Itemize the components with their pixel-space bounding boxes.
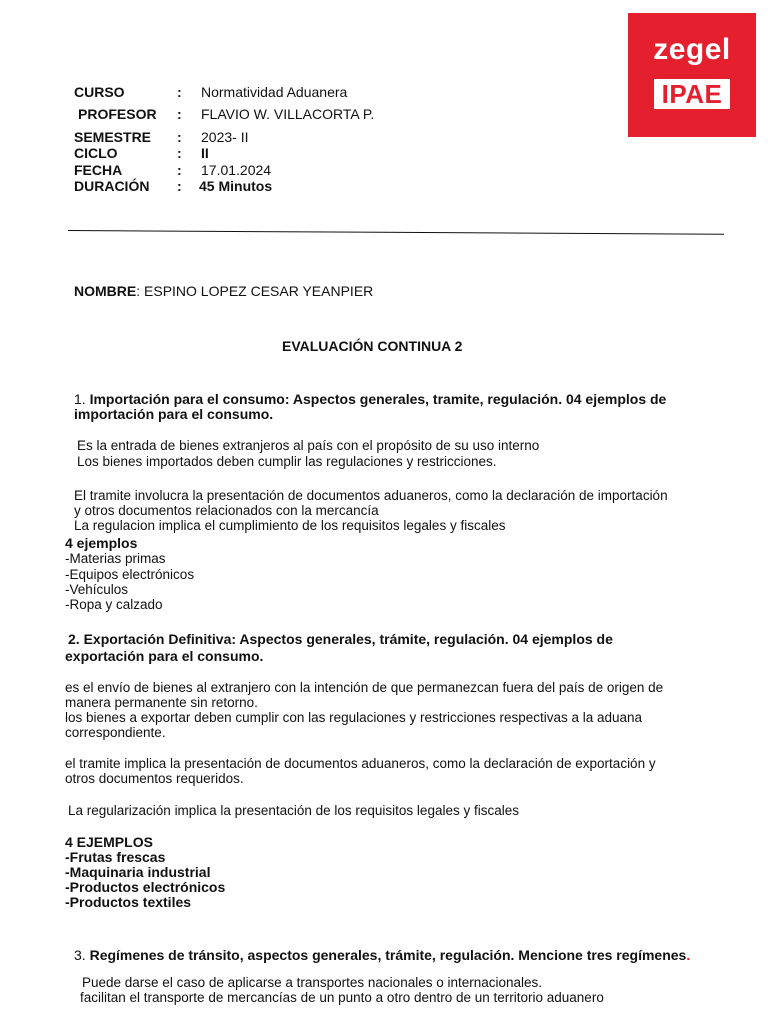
answer-2-example: -Productos electrónicos bbox=[65, 879, 226, 895]
question-1-number: 1. bbox=[74, 391, 90, 407]
answer-2-paragraph-line: La regularización implica la presentación de los requisitos legales y fiscales bbox=[68, 803, 519, 818]
header-label-ciclo: CICLO bbox=[74, 145, 118, 161]
answer-1-paragraph-line: y otros documentos relacionados con la mercancía bbox=[74, 503, 379, 518]
question-3-text: Regímenes de tránsito, aspectos generales, trámite, regulación. Mencione tres regímenes bbox=[89, 947, 687, 963]
question-3-heading bbox=[74, 947, 690, 963]
header-value-semestre: 2023- II bbox=[201, 129, 249, 145]
answer-1-paragraph-line: Es la entrada de bienes extranjeros al país con el propósito de su uso interno bbox=[77, 438, 540, 453]
question-1-heading bbox=[74, 391, 666, 407]
question-2-heading: 2. Exportación Definitiva: Aspectos generales, trámite, regulación. 04 ejemplos de bbox=[68, 631, 613, 647]
answer-1-examples-title: 4 ejemplos bbox=[65, 535, 138, 551]
answer-2-examples-title: 4 EJEMPLOS bbox=[65, 834, 153, 850]
answer-2-paragraph-line: es el envío de bienes al extranjero con la intención de que permanezcan fuera del país de origen de bbox=[65, 680, 664, 695]
header-colon: : bbox=[177, 129, 182, 145]
answer-1-example: -Materias primas bbox=[65, 551, 166, 566]
answer-1-paragraph-line: El tramite involucra la presentación de documentos aduaneros, como la declaración de importación bbox=[74, 488, 668, 503]
header-label-duracion: DURACIÓN bbox=[74, 178, 150, 194]
answer-1-paragraph-line: La regulacion implica el cumplimiento de los requisitos legales y fiscales bbox=[74, 518, 506, 533]
answer-2-paragraph-line: manera permanente sin retorno. bbox=[65, 695, 258, 710]
document-title: EVALUACIÓN CONTINUA 2 bbox=[282, 338, 463, 354]
answer-2-paragraph-line: el tramite implica la presentación de documentos aduaneros, como la declaración de exportación y bbox=[65, 756, 656, 771]
header-colon: : bbox=[177, 178, 182, 194]
header-label-profesor: PROFESOR bbox=[78, 106, 157, 122]
student-name-line bbox=[74, 283, 373, 299]
answer-2-paragraph-line: correspondiente. bbox=[65, 725, 166, 740]
question-3-number: 3. bbox=[74, 947, 90, 963]
student-name: : ESPINO LOPEZ CESAR YEANPIER bbox=[136, 283, 374, 299]
header-value-ciclo: II bbox=[201, 145, 209, 161]
answer-3-paragraph-line: facilitan el transporte de mercancías de un punto a otro dentro de un territorio aduanero bbox=[80, 990, 604, 1005]
logo-top-text: zegel bbox=[653, 33, 731, 66]
header-label-semestre: SEMESTRE bbox=[74, 129, 152, 145]
answer-2-example: -Productos textiles bbox=[65, 894, 192, 910]
header-value-fecha: 17.01.2024 bbox=[201, 162, 272, 178]
question-1-text: Importación para el consumo: Aspectos generales, tramite, regulación. 04 ejemplos de bbox=[89, 391, 667, 407]
header-colon: : bbox=[177, 145, 182, 161]
zegel-ipae-logo bbox=[628, 13, 756, 137]
question-2-text-cont: exportación para el consumo. bbox=[65, 648, 264, 664]
answer-2-example: -Maquinaria industrial bbox=[65, 864, 211, 880]
header-value-profesor: FLAVIO W. VILLACORTA P. bbox=[201, 106, 375, 122]
header-value-curso: Normatividad Aduanera bbox=[201, 84, 348, 100]
question-3-red-dot: . bbox=[686, 947, 691, 963]
header-colon: : bbox=[177, 162, 182, 178]
answer-2-paragraph-line: los bienes a exportar deben cumplir con las regulaciones y restricciones respectivas a la aduana bbox=[65, 710, 643, 725]
answer-1-paragraph-line: Los bienes importados deben cumplir las regulaciones y restricciones. bbox=[77, 454, 497, 469]
answer-3-paragraph-line: Puede darse el caso de aplicarse a transportes nacionales o internacionales. bbox=[82, 975, 543, 990]
answer-2-example: -Frutas frescas bbox=[65, 849, 166, 865]
student-name-label: NOMBRE bbox=[74, 283, 137, 299]
answer-1-example: -Vehículos bbox=[65, 582, 129, 597]
answer-1-example: -Ropa y calzado bbox=[65, 597, 163, 612]
logo-bottom-text: IPAE bbox=[654, 79, 730, 109]
header-colon: : bbox=[177, 84, 182, 100]
header-label-fecha: FECHA bbox=[74, 162, 123, 178]
question-1-text-cont: importación para el consumo. bbox=[74, 406, 274, 422]
header-colon: : bbox=[177, 106, 182, 122]
answer-2-paragraph-line: otros documentos requeridos. bbox=[65, 771, 244, 786]
header-label-curso: CURSO bbox=[74, 84, 125, 100]
divider-line bbox=[68, 230, 724, 235]
header-value-duracion: 45 Minutos bbox=[199, 178, 273, 194]
answer-1-example: -Equipos electrónicos bbox=[65, 567, 195, 582]
